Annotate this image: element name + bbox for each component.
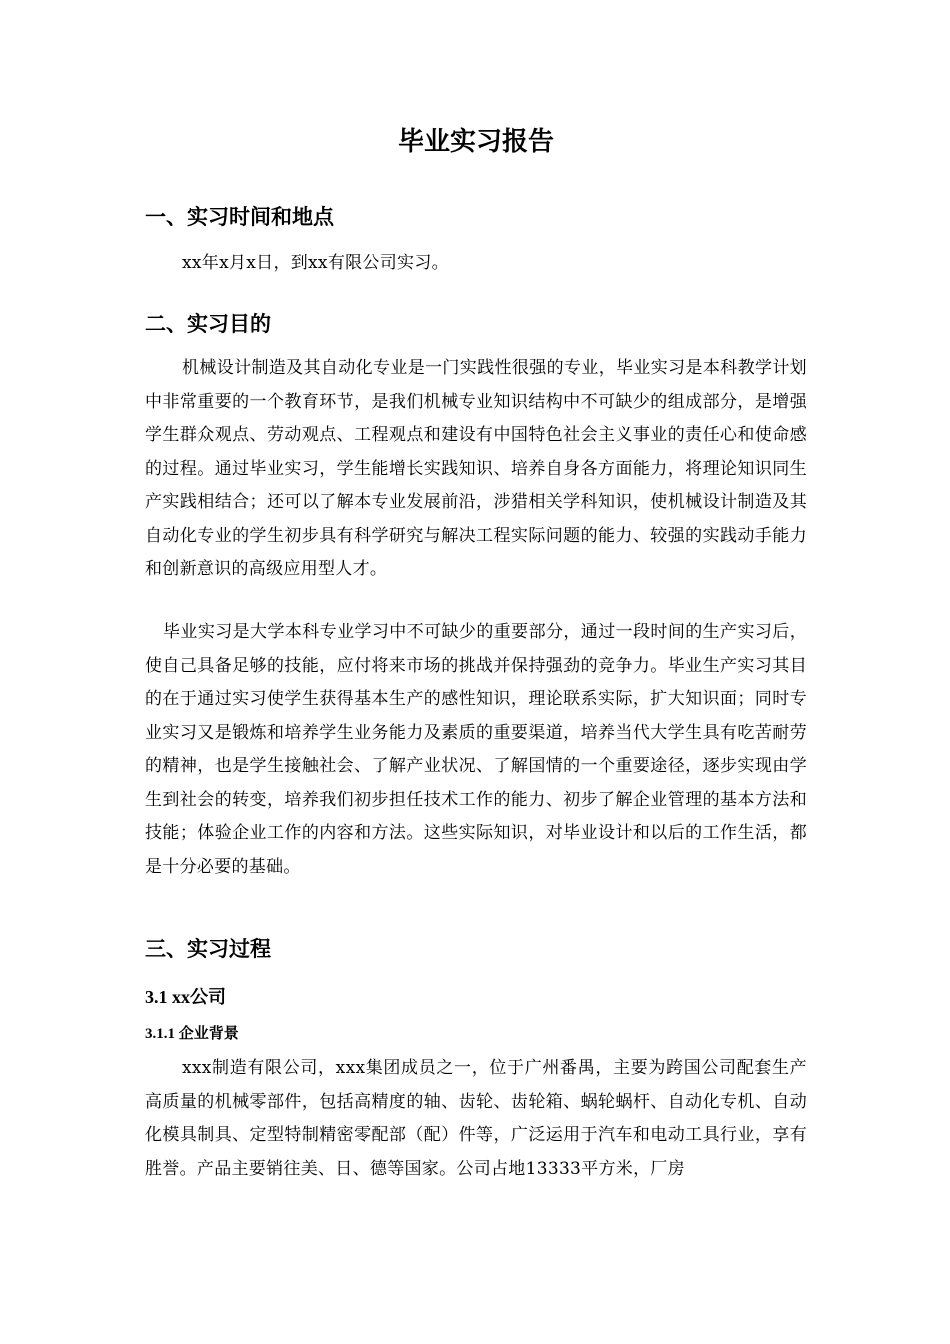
section-heading-purpose: 二、实习目的 (145, 312, 271, 336)
document-title: 毕业实习报告 (397, 127, 554, 157)
section-heading-process: 三、实习过程 (145, 937, 271, 961)
section-heading-time-place: 一、实习时间和地点 (145, 205, 334, 229)
purpose-paragraph-1: 机械设计制造及其自动化专业是一门实践性很强的专业，毕业实习是本科教学计划中非常重要的一个教育环节，是我们机械专业知识结构中不可缺少的组成部分，是增强学生群众观点、劳动观点、工程观点和建设有中国特色社会主义事业的责任心和使命感的过程。通过毕业实习，学生能增长实践知识、培养自身各方面能力，将理论知识同生产实践相结合；还可以了解本专业发展前沿，涉猎相关学科知识，使机械设计制造及其自动化专业的学生初步具有科学研究与解决工程实际问题的能力、较强的实践动手能力和创新意识的高级应用型人才。 (145, 358, 807, 579)
subsubsection-heading-background: 3.1.1 企业背景 (145, 1026, 239, 1042)
background-paragraph: xxx制造有限公司，xxx集团成员之一，位于广州番禺，主要为跨国公司配套生产高质量的机械零部件，包括高精度的轴、齿轮、齿轮箱、蜗轮蜗杆、自动化专机、自动化模具制具、定型特制精密零配部（配）件等，广泛运用于汽车和电动工具行业，享有胜誉。产品主要销往美、日、德等国家。公司占地13333平方米，厂房 (145, 1058, 807, 1179)
section-body-time-place: xx年x月x日，到xx有限公司实习。 (182, 253, 449, 273)
subsection-heading-company: 3.1 xx公司 (145, 987, 226, 1007)
purpose-paragraph-2: 毕业实习是大学本科专业学习中不可缺少的重要部分，通过一段时间的生产实习后，使自己具备足够的技能，应付将来市场的挑战并保持强劲的竞争力。毕业生产实习其目的在于通过实习使学生获得基本生产的感性知识，理论联系实际，扩大知识面；同时专业实习又是锻炼和培养学生业务能力及素质的重要渠道，培养当代大学生具有吃苦耐劳的精神，也是学生接触社会、了解产业状况、了解国情的一个重要途径，逐步实现由学生到社会的转变，培养我们初步担任技术工作的能力、初步了解企业管理的基本方法和技能；体验企业工作的内容和方法。这些实际知识，对毕业设计和以后的工作生活，都是十分必要的基础。 (145, 622, 807, 877)
